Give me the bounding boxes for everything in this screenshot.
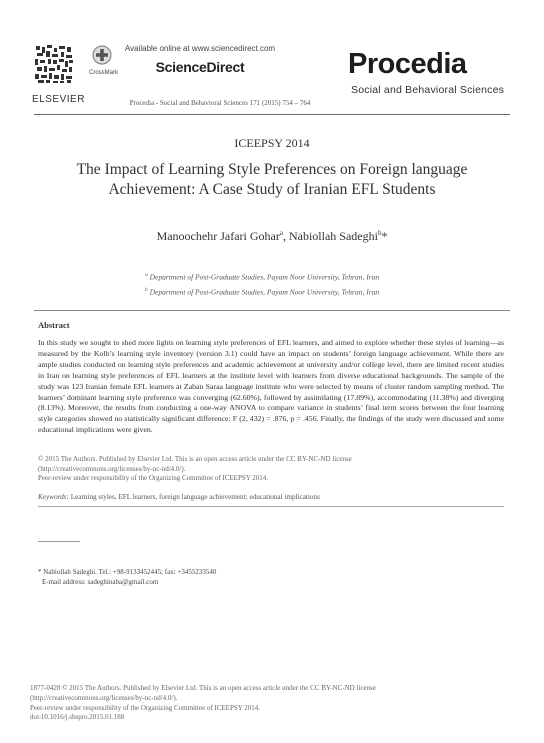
copyright-footer <box>30 684 376 723</box>
procedia-subtitle: Social and Behavioral Sciences <box>351 84 505 96</box>
copyright-text: 1877-0428 © 2015 The Authors. Published by Elsevier Ltd. This is an open access article under the CC BY-NC-ND license <box>30 684 376 692</box>
corresponding-author-star[interactable]: * <box>381 229 388 243</box>
affiliation-text: Department of Post-Graduate Studies, Payam Noor University, Tehran, Iran <box>147 287 380 297</box>
author-name: Nabiollah Sadeghi <box>288 229 378 243</box>
title-line: The Impact of Learning Style Preferences on Foreign language <box>76 161 468 178</box>
conference-name: ICEEPSY 2014 <box>234 136 310 150</box>
affiliation <box>145 272 379 282</box>
title-line: Achievement: A Case Study of Iranian EFL Students <box>108 181 436 198</box>
license-notice <box>38 455 504 484</box>
keywords <box>38 493 320 501</box>
journal-info: Procedia - Social and Behavioral Sciences 171 (2015) 754 – 764 <box>129 99 311 107</box>
footnote <box>38 567 216 587</box>
abstract-body: In this study we sought to shed more lights on learning style preferences of EFL learners, and aimed to explore whether these styles of learning—as measured by the Kolb’s learning style inventory (version 3.1) could have an impact on students’ foreign language achievement. While there are ample studies conducted on learning style preferences and academic achievement at university and/or college level, there are limited recent studies in Iran on learning style preferences of EFL learners at the institute level with learners from diverse educational backgrounds. The sample of the study was 123 Iranian female EFL learners at Zaban Saraa language institute who were selected by means of cluster random sampling method. The learners’ dominant learning style preference was converging (62.60%), followed by assimilating (17.89%), accommodating (11.38%) and diverging (8.13%). Moreover, the results from conducting a one-way ANOVA to compare variance in students’ final term scores between the four learning style categories showed no statistically significant difference: F (2, 432) = .876, p = .456. Finally, the findings of the study were discussed and some educational implications were given. <box>38 338 504 435</box>
author-name: Manoochehr Jafari Gohar <box>156 229 280 243</box>
abstract-heading: Abstract <box>38 320 70 330</box>
footnote-email[interactable]: E-mail address: sadeghinaba@gmail.com <box>42 578 159 586</box>
affiliation-marker: b <box>145 287 148 293</box>
doi[interactable]: doi:10.1016/j.sbspro.2015.01.188 <box>30 713 125 722</box>
footnote-contact: * Nabiollah Sadeghi. Tel.: +98-9133452445; fax: +3455233540 <box>38 568 217 576</box>
sciencedirect-logo[interactable]: ScienceDirect <box>155 59 245 75</box>
peer-review-text: Peer-review under responsibility of the Organizing Committee of ICEEPSY 2014. <box>38 474 269 482</box>
paper-title <box>40 160 504 200</box>
header-divider <box>34 114 510 115</box>
affiliation-marker: a <box>145 272 148 278</box>
footnote-rule <box>38 541 80 542</box>
affiliation <box>145 287 379 297</box>
author-separator: , <box>282 229 289 243</box>
license-text: © 2015 The Authors. Published by Elsevier Ltd. This is an open access article under the CC BY-NC-ND license <box>38 455 352 463</box>
crossmark-label: CrossMark <box>89 70 119 76</box>
license-link[interactable]: (http://creativecommons.org/licenses/by-nc-nd/4.0/). <box>30 693 178 702</box>
keywords-divider <box>38 506 504 507</box>
publisher-name: ELSEVIER <box>32 94 85 105</box>
available-online-link[interactable]: Available online at www.sciencedirect.com <box>124 44 276 53</box>
procedia-logo: Procedia <box>348 48 467 80</box>
license-link[interactable]: (http://creativecommons.org/licenses/by-nc-nd/4.0/). <box>38 464 186 473</box>
affiliation-text: Department of Post-Graduate Studies, Payam Noor University, Tehran, Iran <box>147 272 380 282</box>
keywords-label: Keywords: <box>38 493 69 501</box>
abstract-divider <box>34 310 510 311</box>
keywords-text: Learning styles, EFL learners, foreign language achievement; educational implications <box>68 493 320 501</box>
affiliation-marker: a <box>279 229 283 237</box>
peer-review-text: Peer-review under responsibility of the Organizing Committee of ICEEPSY 2014. <box>30 703 261 712</box>
affiliation-marker: b <box>377 229 382 237</box>
author-list <box>0 229 544 244</box>
